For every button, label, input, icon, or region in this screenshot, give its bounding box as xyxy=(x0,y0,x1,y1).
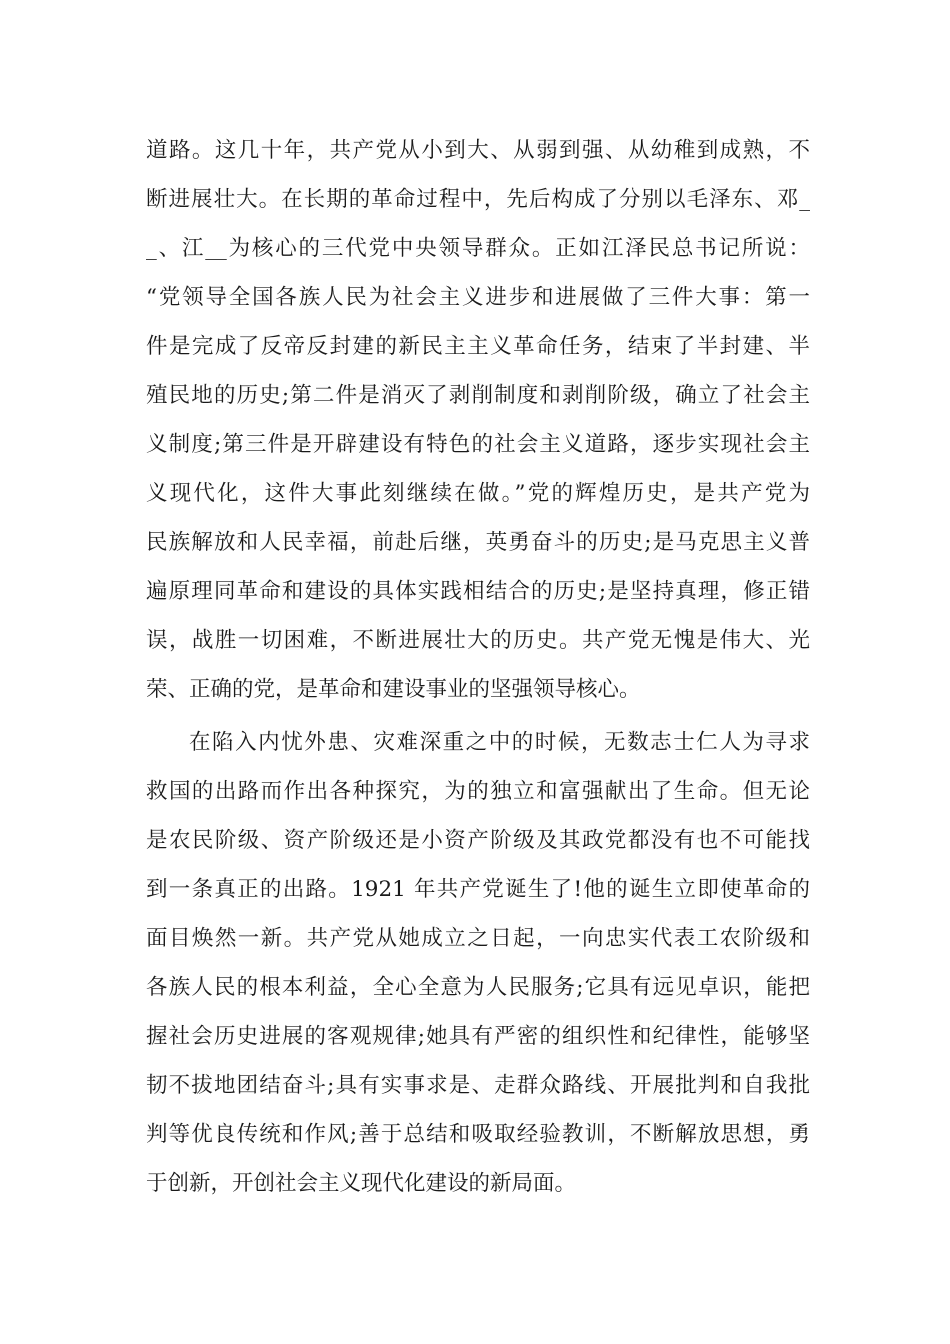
text-line: 遍原理同革命和建设的具体实践相结合的历史;是坚持真理，修正错 xyxy=(146,579,810,604)
text-line: 面目焕然一新。共产党从她成立之日起，一向忠实代表工农阶级和 xyxy=(146,926,810,951)
text-line: 是农民阶级、资产阶级还是小资产阶级及其政党都没有也不可能找 xyxy=(146,828,810,853)
text-line: 各族人民的根本利益，全心全意为人民服务;它具有远见卓识，能把 xyxy=(146,975,810,1000)
text-line: 义制度;第三件是开辟建设有特色的社会主义道路，逐步实现社会主 xyxy=(146,432,810,457)
text-line: 于创新，开创社会主义现代化建设的新局面。 xyxy=(146,1171,577,1196)
paragraph-party-history xyxy=(146,126,810,714)
text-line: 韧不拔地团结奋斗;具有实事求是、走群众路线、开展批判和自我批 xyxy=(146,1073,810,1098)
text-line: 到一条真正的出路。1921 年共产党诞生了!他的诞生立即使革命的 xyxy=(146,877,810,902)
text-line: 民族解放和人民幸福，前赴后继，英勇奋斗的历史;是马克思主义普 xyxy=(146,530,810,555)
paragraph-party-founding xyxy=(146,718,810,1208)
text-line: 在陷入内忧外患、灾难深重之中的时候，无数志士仁人为寻求 xyxy=(189,730,810,755)
text-line: 件是完成了反帝反封建的新民主主义革命任务，结束了半封建、半 xyxy=(146,334,810,359)
text-line: 判等优良传统和作风;善于总结和吸取经验教训，不断解放思想，勇 xyxy=(146,1122,810,1147)
text-line: 道路。这几十年，共产党从小到大、从弱到强、从幼稚到成熟，不 xyxy=(146,138,810,163)
text-line: 义现代化，这件大事此刻继续在做。”党的辉煌历史，是共产党为 xyxy=(146,481,810,506)
text-line: 殖民地的历史;第二件是消灭了剥削制度和剥削阶级，确立了社会主 xyxy=(146,383,810,408)
text-line: “党领导全国各族人民为社会主义进步和进展做了三件大事：第一 xyxy=(146,285,810,310)
text-line: 救国的出路而作出各种探究，为的独立和富强献出了生命。但无论 xyxy=(146,779,810,804)
text-line: 误，战胜一切困难，不断进展壮大的历史。共产党无愧是伟大、光 xyxy=(146,628,810,653)
text-line: _、江__为核心的三代党中央领导群众。正如江泽民总书记所说： xyxy=(146,236,810,261)
text-line: 握社会历史进展的客观规律;她具有严密的组织性和纪律性，能够坚 xyxy=(146,1024,810,1049)
text-line: 荣、正确的党，是革命和建设事业的坚强领导核心。 xyxy=(146,677,641,702)
text-line: 断进展壮大。在长期的革命过程中，先后构成了分别以毛泽东、邓_ xyxy=(146,187,810,212)
